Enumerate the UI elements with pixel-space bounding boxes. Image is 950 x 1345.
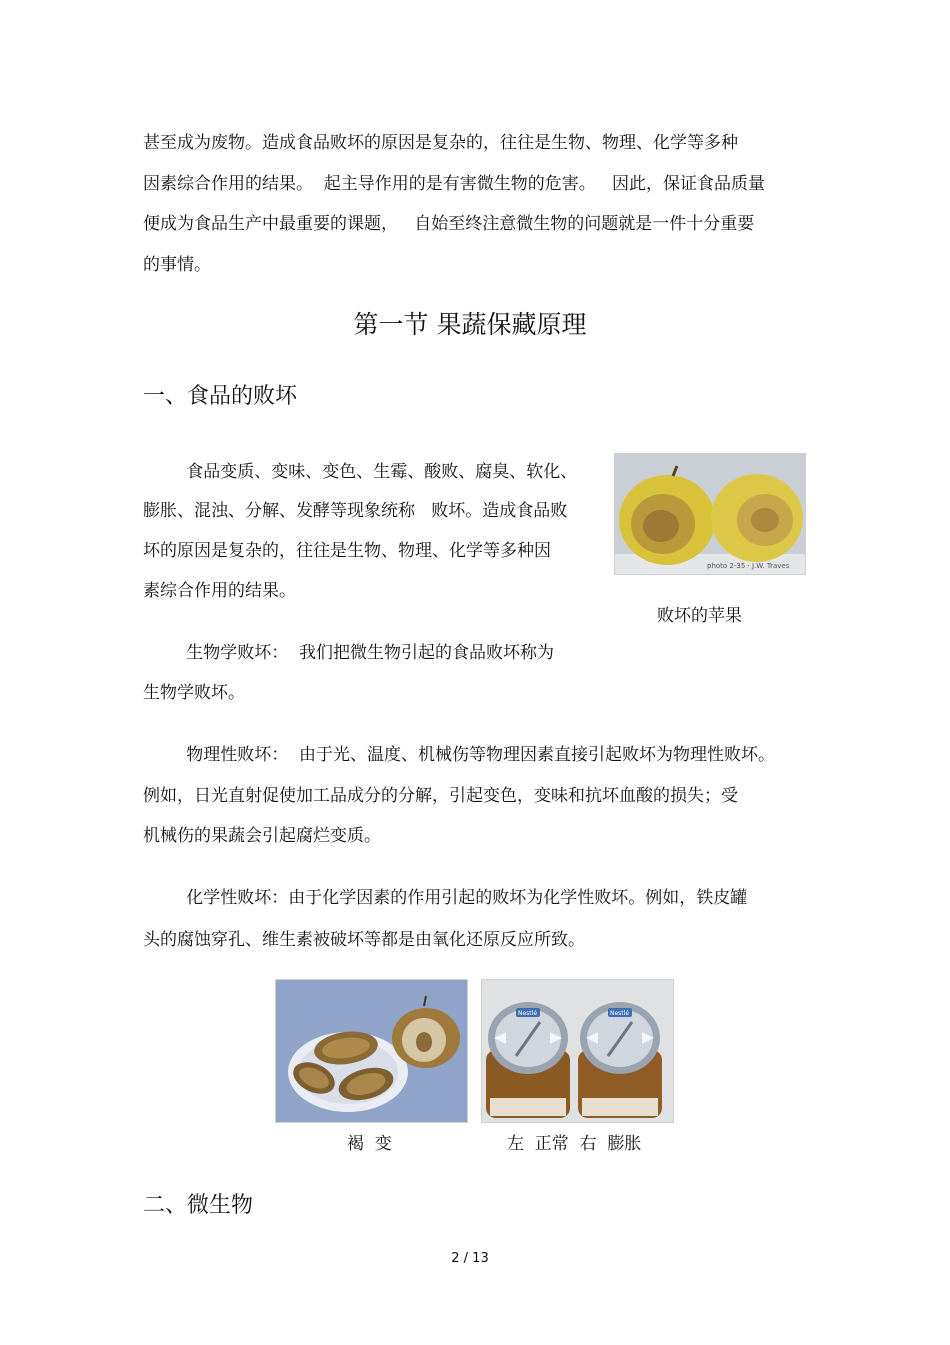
heading-food-spoilage: 一、食品的败坏 [143,384,298,409]
chemical-line: 化学性败坏：由于化学因素的作用引起的败坏为化学性败坏。例如，铁皮罐 [143,888,748,908]
rotten-apples-photo [614,453,806,575]
jars-caption: 左 正常 右 膨胀 [507,1134,642,1154]
apple-caption: 败坏的苹果 [657,606,742,626]
jar-label-left: Nestlé [518,1010,538,1017]
biological-line: 生物学败坏： 我们把微生物引起的食品败坏称为 [143,643,555,663]
intro-line: 便成为食品生产中最重要的课题， 自始至终注意微生物的问题就是一件十分重要 [143,214,755,234]
physical-line: 物理性败坏： 由于光、温度、机械伤等物理因素直接引起败坏为物理性败坏。 [143,745,776,765]
browning-caption: 褐 变 [347,1134,392,1154]
jars-photo [481,979,674,1123]
photo-credit-text: photo 2-35 · J.W. Traves [707,562,790,570]
physical-line: 例如，日光直射促使加工品成分的分解，引起变色，变味和抗坏血酸的损失；受 [143,786,738,806]
section-title: 第一节 果蔬保藏原理 [353,310,587,339]
spoilage-line: 食品变质、变味、变色、生霉、酸败、腐臭、软化、 [143,462,578,482]
spoilage-line: 素综合作用的结果。 [143,581,296,601]
jar-label-right: Nestlé [610,1010,630,1017]
intro-line: 因素综合作用的结果。 起主导作用的是有害微生物的危害。 因此，保证食品质量 [143,174,766,194]
intro-line: 的事情。 [143,255,211,275]
browning-photo [275,979,468,1123]
heading-microorganisms: 二、微生物 [143,1193,254,1218]
spoilage-line: 膨胀、混浊、分解、发酵等现象统称 败坏。造成食品败 [143,501,568,521]
biological-line: 生物学败坏。 [143,683,245,703]
page-number: 2 / 13 [451,1251,489,1266]
spoilage-line: 坏的原因是复杂的，往往是生物、物理、化学等多种因 [143,541,551,561]
physical-line: 机械伤的果蔬会引起腐烂变质。 [143,826,381,846]
chemical-line: 头的腐蚀穿孔、维生素被破坏等都是由氧化还原反应所致。 [143,930,585,950]
intro-line: 甚至成为废物。造成食品败坏的原因是复杂的，往往是生物、物理、化学等多种 [143,133,738,153]
